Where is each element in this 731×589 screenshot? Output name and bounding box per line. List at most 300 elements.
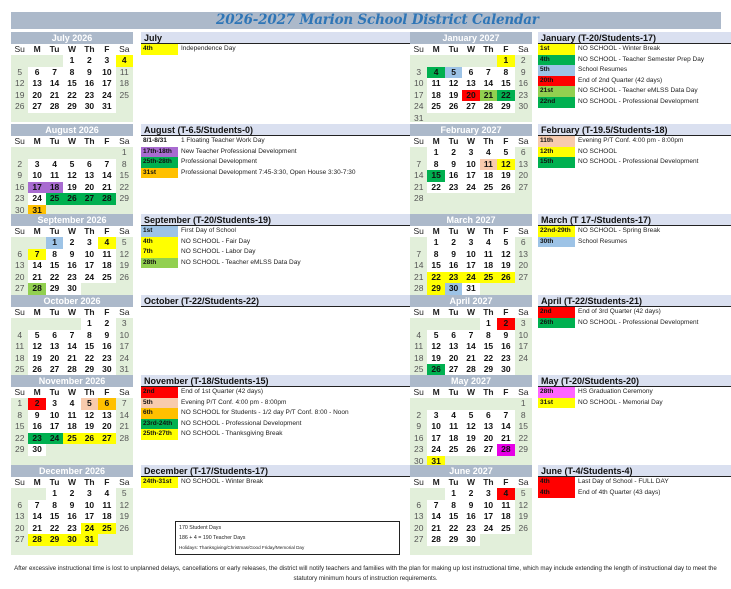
week-row (11, 237, 133, 249)
event-description: School Resumes (578, 66, 628, 74)
empty-day-cell (116, 283, 133, 295)
weekday-label: Tu (448, 226, 459, 236)
month-events-title: October (T-22/Students-22) (141, 295, 458, 307)
empty-day-cell (480, 55, 497, 67)
week-row (11, 421, 133, 433)
day-cell: 30 (98, 364, 115, 376)
day-cell: 14 (28, 260, 45, 272)
day-cell: 18 (98, 511, 115, 523)
empty-day-cell (81, 283, 98, 295)
weekday-label: M (33, 136, 41, 146)
day-cell: 19 (462, 433, 479, 445)
day-cell: 19 (445, 90, 462, 102)
day-cell: 8 (81, 330, 98, 342)
day-cell: 9 (445, 249, 462, 261)
empty-day-cell (81, 147, 98, 159)
event-description: Independence Day (181, 45, 236, 52)
day-cell: 2 (98, 318, 115, 330)
event-date: 28th (141, 258, 178, 269)
weekday-header (410, 226, 532, 237)
day-cell: 17 (98, 78, 115, 90)
day-cell: 3 (46, 398, 63, 410)
weekday-label: F (503, 226, 509, 236)
event-date: 25th-27th (141, 429, 178, 440)
weekday-label: Su (413, 44, 424, 54)
day-cell: 2 (497, 318, 514, 330)
day-cell: 16 (98, 341, 115, 353)
empty-day-cell (462, 113, 479, 125)
day-cell: 12 (518, 499, 529, 510)
empty-day-cell (480, 398, 497, 410)
day-cell: 22 (14, 432, 25, 443)
event-description: Professional Development (181, 158, 257, 166)
day-cell: 25 (497, 523, 514, 535)
weekday-header (11, 136, 133, 147)
week-row (410, 170, 532, 182)
weekday-header (11, 44, 133, 55)
empty-day-cell (462, 398, 479, 410)
weekday-header (410, 44, 532, 55)
day-cell: 14 (462, 341, 479, 353)
day-cell: 16 (445, 260, 462, 272)
day-cell: 29 (46, 534, 63, 546)
day-cell: 2 (17, 158, 23, 169)
day-cell: 21 (497, 433, 514, 445)
day-cell: 18 (63, 421, 80, 433)
weekday-label: Tu (49, 226, 60, 236)
day-cell: 29 (518, 444, 529, 454)
day-cell: 4 (17, 329, 23, 340)
weekday-label: F (104, 387, 110, 397)
day-cell: 30 (81, 101, 98, 113)
day-cell: 24 (81, 272, 98, 284)
week-row (11, 433, 133, 445)
empty-day-cell (445, 193, 462, 205)
day-cell: 28 (462, 364, 479, 376)
weekday-label: F (503, 477, 509, 487)
event-description: NO SCHOOL - Teacher eMLSS Data Day (181, 258, 301, 266)
day-cell: 29 (445, 534, 462, 546)
day-cell: 27 (445, 364, 462, 376)
day-cell: 26 (462, 444, 479, 456)
day-cell: 15 (497, 78, 514, 90)
day-cell: 24 (28, 193, 45, 205)
month-header: July 2026 (11, 32, 133, 44)
empty-day-cell (427, 318, 444, 330)
day-cell: 22 (497, 90, 514, 102)
day-cell: 24 (46, 433, 63, 445)
teacher-days: 186 + 4 = 190 Teacher Days (179, 534, 246, 541)
weekday-label: M (33, 226, 41, 236)
day-cell: 8 (445, 500, 462, 512)
event-row (538, 307, 731, 318)
day-cell: 22 (427, 272, 444, 284)
day-cell: 28 (119, 432, 130, 443)
event-description: NO SCHOOL - Spring Break (578, 227, 661, 234)
month-calendar-february-2027 (410, 124, 532, 215)
day-cell: 12 (63, 170, 80, 182)
day-cell: 3 (81, 237, 98, 249)
day-cell: 13 (518, 158, 529, 169)
empty-day-cell (46, 147, 63, 159)
day-cell: 9 (28, 410, 45, 422)
day-cell: 7 (416, 158, 422, 169)
day-cell: 17 (462, 170, 479, 182)
month-header: May 2027 (410, 375, 532, 387)
days-summary-box (175, 521, 400, 555)
event-date: 25th-28th (141, 157, 178, 168)
month-calendar-august-2026 (11, 124, 133, 215)
day-cell: 6 (445, 330, 462, 342)
month-events-january (538, 32, 731, 108)
month-calendar-may-2027 (410, 375, 532, 465)
day-cell: 25 (63, 433, 80, 445)
event-row (538, 136, 731, 147)
day-cell: 23 (14, 193, 25, 203)
event-description: End of 2nd Quarter (42 days) (578, 76, 663, 84)
month-events-title: March (T 17-/Students-17) (538, 214, 731, 226)
empty-day-cell (11, 237, 28, 249)
day-cell: 2 (416, 409, 422, 420)
week-row (410, 249, 532, 261)
weekday-label: F (104, 44, 110, 54)
day-cell: 21 (427, 523, 444, 535)
event-date: 6th (141, 408, 178, 419)
week-row (410, 410, 532, 422)
day-cell: 13 (14, 260, 25, 270)
day-cell: 25 (413, 364, 424, 374)
event-date: 22nd (538, 97, 575, 108)
day-cell: 17 (462, 260, 479, 272)
day-cell: 20 (14, 522, 25, 533)
day-cell: 22 (46, 523, 63, 535)
month-header: September 2026 (11, 214, 133, 226)
day-cell: 12 (462, 421, 479, 433)
week-row (11, 283, 133, 295)
day-cell: 6 (17, 248, 23, 259)
day-cell: 18 (14, 352, 25, 363)
day-cell: 31 (119, 364, 130, 374)
day-cell: 11 (119, 66, 129, 77)
day-cell: 6 (520, 237, 526, 247)
empty-day-cell (515, 113, 532, 125)
day-cell: 16 (445, 170, 462, 182)
day-cell: 27 (14, 283, 25, 293)
day-cell: 18 (46, 182, 63, 194)
day-cell: 20 (480, 433, 497, 445)
weekday-label: W (466, 307, 475, 317)
week-row (410, 193, 532, 205)
day-cell: 6 (520, 147, 526, 157)
empty-day-cell (462, 55, 479, 67)
day-cell: 1 (427, 237, 444, 249)
weekday-label: Sa (518, 477, 529, 487)
month-events-title: April (T-22/Students-21) (538, 295, 731, 307)
week-row (11, 193, 133, 205)
day-cell: 20 (81, 182, 98, 194)
event-row (538, 318, 731, 329)
day-cell: 8 (497, 67, 514, 79)
week-row (410, 237, 532, 249)
day-cell: 17 (413, 89, 424, 100)
month-events-may (538, 375, 731, 408)
month-events-february (538, 124, 731, 168)
day-cell: 15 (427, 170, 444, 182)
day-cell: 20 (28, 90, 45, 102)
week-row (410, 260, 532, 272)
day-cell: 14 (413, 170, 424, 180)
day-cell: 31 (28, 205, 45, 217)
empty-day-cell (28, 147, 45, 159)
empty-day-cell (427, 113, 444, 125)
weekday-label: F (503, 44, 509, 54)
calendar-title-bar (11, 12, 721, 29)
day-cell: 17 (119, 341, 130, 351)
day-cell: 10 (462, 159, 479, 171)
weekday-label: Tu (49, 44, 60, 54)
week-row (11, 341, 133, 353)
event-description: NO SCHOOL - Professional Development (578, 158, 699, 166)
weekday-label: W (466, 136, 475, 146)
day-cell: 9 (520, 66, 526, 77)
empty-day-cell (46, 318, 63, 330)
month-events-title: July (141, 32, 458, 44)
day-cell: 2 (28, 398, 45, 410)
day-cell: 2 (63, 237, 80, 249)
day-cell: 6 (98, 398, 115, 410)
empty-day-cell (445, 318, 462, 330)
weekday-label: Tu (448, 307, 459, 317)
day-cell: 23 (445, 182, 462, 194)
week-row (11, 90, 133, 102)
week-row (11, 364, 133, 376)
weekday-label: F (503, 307, 509, 317)
week-row (410, 444, 532, 456)
event-date: 28th (538, 387, 575, 398)
day-cell: 29 (119, 193, 130, 203)
day-cell: 1 (63, 55, 80, 67)
day-cell: 2 (445, 147, 462, 159)
day-cell: 19 (28, 353, 45, 365)
empty-day-cell (515, 283, 532, 295)
weekday-label: M (33, 477, 41, 487)
empty-day-cell (427, 488, 444, 500)
day-cell: 10 (28, 170, 45, 182)
day-cell: 4 (427, 67, 444, 79)
weekday-label: M (432, 387, 440, 397)
event-date: 7th (141, 247, 178, 258)
weekday-label: W (67, 226, 76, 236)
day-cell: 17 (480, 511, 497, 523)
empty-day-cell (497, 113, 514, 125)
day-cell: 19 (119, 511, 130, 521)
day-cell: 17 (46, 421, 63, 433)
day-cell: 26 (497, 182, 514, 194)
event-description: Evening P/T Conf. 4:00 pm - 8:00pm (181, 398, 287, 406)
weekday-label: W (466, 44, 475, 54)
day-cell: 2 (520, 55, 526, 65)
event-date: 15th (538, 157, 575, 168)
day-cell: 10 (81, 249, 98, 261)
day-cell: 7 (63, 330, 80, 342)
month-events-title: August (T-6.5/Students-0) (141, 124, 458, 136)
month-events-title: May (T-20/Students-20) (538, 375, 731, 387)
day-cell: 8 (427, 249, 444, 261)
empty-day-cell (11, 318, 28, 330)
weekday-header (11, 477, 133, 488)
empty-day-cell (98, 534, 115, 546)
event-description: School Resumes (578, 237, 628, 245)
day-cell: 4 (98, 488, 115, 500)
day-cell: 12 (81, 410, 98, 422)
day-cell: 10 (81, 500, 98, 512)
day-cell: 9 (462, 500, 479, 512)
event-date: 5th (141, 398, 178, 409)
empty-day-cell (28, 237, 45, 249)
week-row (410, 353, 532, 365)
day-cell: 21 (46, 90, 63, 102)
event-date: 11th (538, 136, 575, 147)
day-cell: 3 (98, 55, 115, 67)
weekday-label: W (67, 136, 76, 146)
day-cell: 4 (116, 55, 133, 67)
weekday-label: Sa (518, 307, 529, 317)
day-cell: 1 (497, 55, 514, 67)
event-date: 4th (538, 55, 575, 66)
page-title: 2026-2027 Marion School District Calendar (216, 12, 539, 28)
empty-day-cell (11, 147, 28, 159)
day-cell: 12 (14, 78, 25, 88)
day-cell: 17 (81, 511, 98, 523)
empty-day-cell (480, 283, 497, 295)
day-cell: 8 (520, 409, 526, 420)
week-row (11, 55, 133, 67)
day-cell: 5 (445, 67, 462, 79)
weekday-label: M (33, 44, 41, 54)
event-date: 8/1-8/31 (143, 137, 167, 144)
day-cell: 25 (14, 364, 25, 374)
weekday-label: Tu (49, 136, 60, 146)
day-cell: 22 (119, 181, 130, 192)
day-cell: 12 (28, 341, 45, 353)
event-date: 31st (141, 168, 178, 179)
week-row (410, 159, 532, 171)
day-cell: 6 (416, 499, 422, 510)
month-header: June 2027 (410, 465, 532, 477)
day-cell: 7 (46, 67, 63, 79)
event-date: 1st (141, 226, 178, 237)
event-description: NO SCHOOL (578, 147, 618, 155)
day-cell: 31 (98, 101, 115, 113)
day-cell: 26 (427, 364, 444, 376)
day-cell: 9 (497, 330, 514, 342)
day-cell: 11 (497, 500, 514, 512)
day-cell: 28 (427, 534, 444, 546)
empty-day-cell (98, 444, 115, 456)
day-cell: 27 (413, 534, 424, 544)
event-row (538, 76, 731, 87)
day-cell: 26 (518, 522, 529, 533)
day-cell: 30 (14, 204, 25, 215)
empty-day-cell (28, 318, 45, 330)
day-cell: 12 (119, 248, 130, 259)
day-cell: 18 (413, 352, 424, 363)
day-cell: 11 (414, 341, 424, 351)
day-cell: 21 (413, 271, 424, 282)
day-cell: 5 (497, 147, 514, 159)
weekday-label: Su (413, 387, 424, 397)
month-calendar-march-2027 (410, 214, 532, 298)
day-cell: 27 (81, 193, 98, 205)
day-cell: 30 (462, 534, 479, 546)
week-row (11, 272, 133, 284)
day-cell: 9 (63, 500, 80, 512)
event-description: NO SCHOOL - Thanksgiving Break (181, 430, 283, 438)
weekday-header (410, 136, 532, 147)
week-row (410, 511, 532, 523)
day-cell: 29 (497, 101, 514, 113)
day-cell: 6 (480, 410, 497, 422)
week-row (11, 159, 133, 171)
weekday-label: Th (483, 44, 494, 54)
day-cell: 28 (480, 101, 497, 113)
week-row (11, 511, 133, 523)
day-cell: 25 (98, 272, 115, 284)
day-cell: 27 (14, 534, 25, 544)
day-cell: 13 (98, 410, 115, 422)
event-description: End of 1st Quarter (42 days) (181, 388, 264, 395)
week-row (11, 147, 133, 159)
day-cell: 26 (81, 433, 98, 445)
month-events-title: December (T-17/Students-17) (141, 465, 458, 477)
weekday-label: F (104, 477, 110, 487)
month-header: January 2027 (410, 32, 532, 44)
day-cell: 18 (497, 511, 514, 523)
event-row (538, 488, 731, 499)
empty-day-cell (11, 55, 28, 67)
weekday-label: Th (84, 136, 95, 146)
day-cell: 17 (28, 182, 45, 194)
day-cell: 28 (63, 364, 80, 376)
week-row (11, 318, 133, 330)
day-cell: 20 (46, 353, 63, 365)
week-row (410, 523, 532, 535)
weekday-label: Su (14, 477, 25, 487)
day-cell: 31 (427, 456, 444, 468)
weekday-label: Sa (518, 387, 529, 397)
day-cell: 19 (63, 182, 80, 194)
empty-day-cell (445, 113, 462, 125)
day-cell: 11 (46, 170, 63, 182)
day-cell: 10 (480, 500, 497, 512)
day-cell: 7 (28, 500, 45, 512)
day-cell: 23 (28, 433, 45, 445)
week-row (11, 260, 133, 272)
empty-day-cell (497, 534, 514, 546)
event-description: NO SCHOOL - Winter Break (181, 478, 264, 485)
day-cell: 1 (520, 398, 526, 408)
day-cell: 13 (462, 78, 479, 90)
day-cell: 14 (98, 170, 115, 182)
week-row (11, 534, 133, 546)
day-cell: 14 (63, 341, 80, 353)
day-cell: 21 (462, 353, 479, 365)
weekday-label: Su (413, 307, 424, 317)
weekday-label: Th (84, 477, 95, 487)
day-cell: 14 (497, 421, 514, 433)
day-cell: 9 (17, 170, 23, 180)
day-cell: 23 (462, 523, 479, 535)
